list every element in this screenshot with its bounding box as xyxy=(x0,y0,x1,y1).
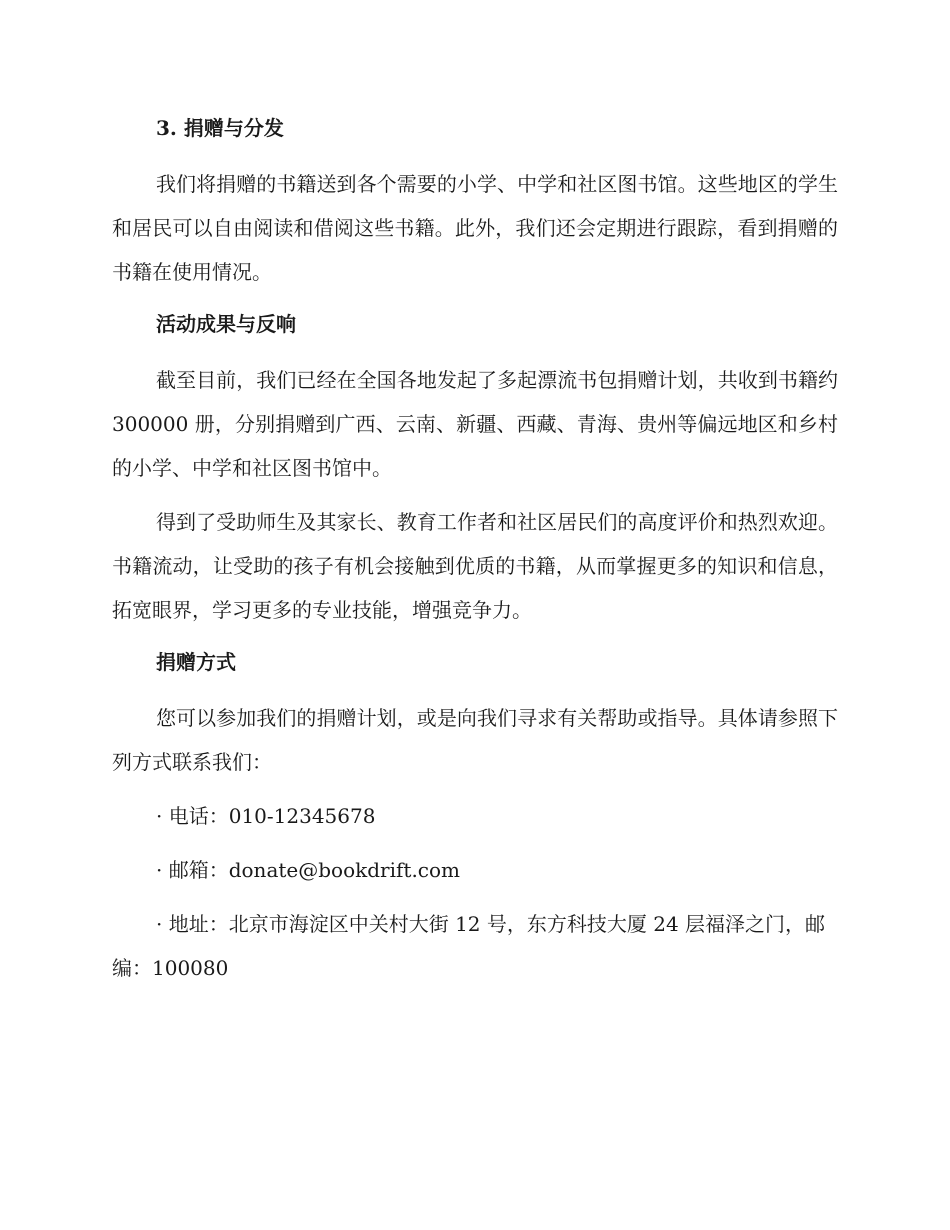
paragraph-feedback: 得到了受助师生及其家长、教育工作者和社区居民们的高度评价和热烈欢迎。书籍流动，让受助的孩子有机会接触到优质的书籍，从而掌握更多的知识和信息，拓宽眼界，学习更多的专业技能，增强竞争力。 xyxy=(112,510,838,622)
section-heading-donation-methods: 捐赠方式 xyxy=(156,650,236,674)
contact-email: · 邮箱：donate@bookdrift.com xyxy=(156,858,461,882)
section-heading-donation-distribution: 3. 捐赠与分发 xyxy=(156,116,284,140)
paragraph-results: 截至目前，我们已经在全国各地发起了多起漂流书包捐赠计划，共收到书籍约 300000 册，分别捐赠到广西、云南、新疆、西藏、青海、贵州等偏远地区和乡村的小学、中学和社区图书馆中。 xyxy=(112,368,838,480)
contact-phone: · 电话：010-12345678 xyxy=(156,804,376,828)
contact-address: · 地址：北京市海淀区中关村大街 12 号，东方科技大厦 24 层福泽之门，邮编：100080 xyxy=(112,912,826,980)
section-heading-results: 活动成果与反响 xyxy=(156,312,296,336)
paragraph-contact-intro: 您可以参加我们的捐赠计划，或是向我们寻求有关帮助或指导。具体请参照下列方式联系我们： xyxy=(112,706,838,774)
paragraph-distribution: 我们将捐赠的书籍送到各个需要的小学、中学和社区图书馆。这些地区的学生和居民可以自由阅读和借阅这些书籍。此外，我们还会定期进行跟踪，看到捐赠的书籍在使用情况。 xyxy=(112,172,838,284)
document-page xyxy=(112,108,838,1000)
